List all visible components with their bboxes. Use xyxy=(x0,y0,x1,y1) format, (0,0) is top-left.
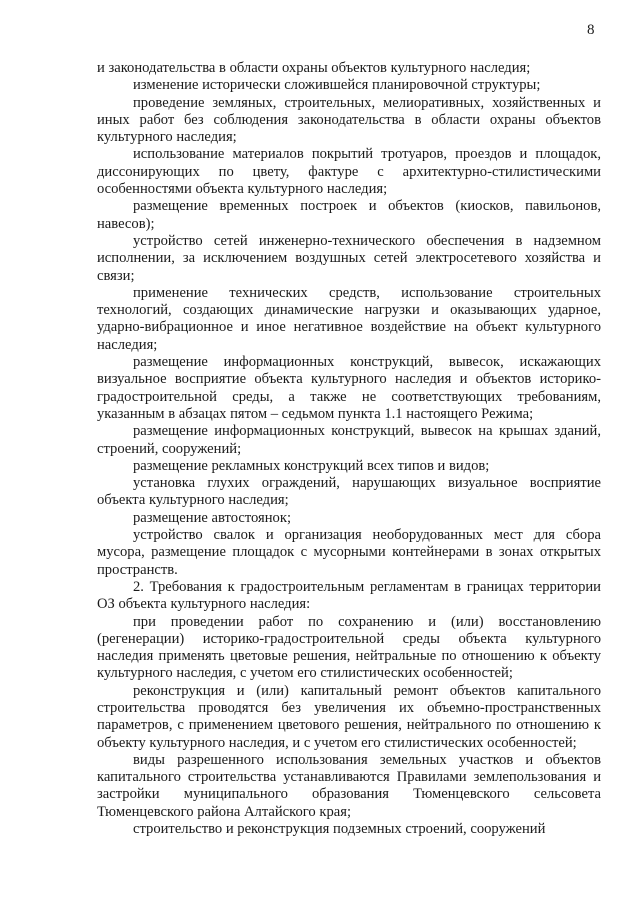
paragraph: размещение автостоянок; xyxy=(133,509,292,526)
paragraph: размещение рекламных конструкций всех типов и видов; xyxy=(133,457,490,474)
paragraph: использование материалов покрытий тротуаров, проездов и площадок, диссонирующих по цвету, фактуре с архитектурно-стилистическими особенностями объекта культурного наследия; xyxy=(97,146,601,198)
document-body xyxy=(97,60,601,838)
paragraph: установка глухих ограждений, нарушающих визуальное восприятие объекта культурного наследия; xyxy=(97,475,601,509)
paragraph: виды разрешенного использования земельных участков и объектов капитального строительства устанавливаются Правилами землепользования и застройки муниципального образования Тюменцевского сельсовета Тюменцевского района Алтайского края; xyxy=(97,751,601,820)
paragraph: размещение информационных конструкций, вывесок на крышах зданий, строений, сооружений; xyxy=(97,423,601,457)
paragraph: реконструкция и (или) капитальный ремонт объектов капитального строительства проводятся без увеличения их объемно-пространственных параметров, с применением цветового решения, нейтрального по отношению к объекту культурного наследия, и с учетом его стилистических особенностей; xyxy=(97,682,601,751)
paragraph: устройство свалок и организация необорудованных мест для сбора мусора, размещение площадок с мусорными контейнерами в зонах открытых пространств. xyxy=(97,527,601,578)
paragraph: применение технических средств, использование строительных технологий, создающих динамические нагрузки и оказывающих ударное, ударно-вибрационное и иное негативное воздействие на объект культурного наследия; xyxy=(97,284,601,353)
paragraph: размещение временных построек и объектов (киосков, павильонов, навесов); xyxy=(97,198,601,232)
paragraph: проведение земляных, строительных, мелиоративных, хозяйственных и иных работ без соблюдения законодательства в области охраны объектов культурного наследия; xyxy=(97,94,601,146)
paragraph: и законодательства в области охраны объектов культурного наследия; xyxy=(97,60,531,76)
paragraph: строительство и реконструкция подземных строений, сооружений xyxy=(133,821,546,838)
section-heading: 2. Требования к градостроительным регламентам в границах территории ОЗ объекта культурного наследия: xyxy=(97,578,601,613)
paragraph: изменение исторически сложившейся планировочной структуры; xyxy=(133,77,541,94)
paragraph: устройство сетей инженерно-технического обеспечения в надземном исполнении, за исключением воздушных сетей электросетевого хозяйства и связи; xyxy=(97,232,601,284)
paragraph: при проведении работ по сохранению и (или) восстановлению (регенерации) историко-градостроительной среды объекта культурного наследия применять цветовые решения, нейтральные по отношению к объекту культурного наследия, с учетом его стилистических особенностей; xyxy=(97,613,601,682)
page-number: 8 xyxy=(587,22,595,38)
paragraph: размещение информационных конструкций, вывесок, искажающих визуальное восприятие объекта культурного наследия и объектов историко-градостроительной среды, а также не соответствующих требованиям, указанным в абзацах пятом – седьмом пункта 1.1 настоящего Режима; xyxy=(97,354,601,422)
